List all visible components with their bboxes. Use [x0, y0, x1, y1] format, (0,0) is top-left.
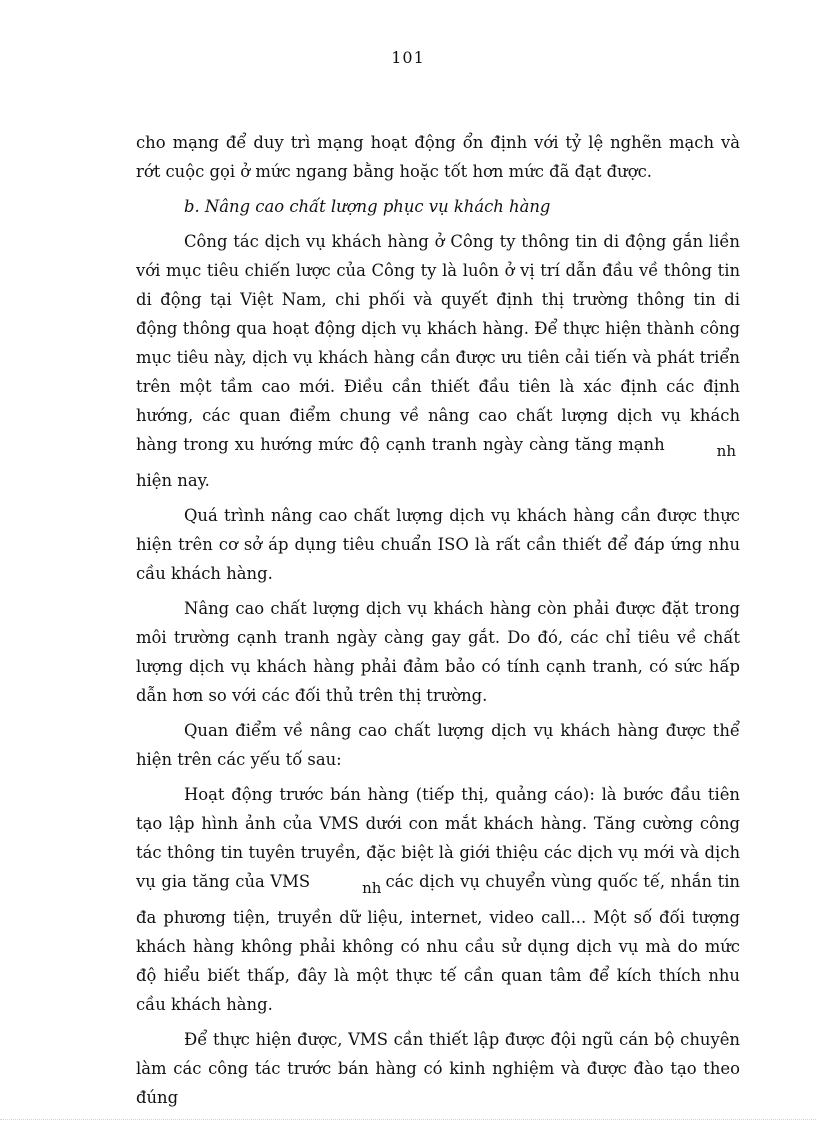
paragraph-text: Công tác dịch vụ khách hàng ở Công ty thông tin di động gắn liền với mục tiêu chiến lược của Công ty là luôn ở vị trí dẫn đầu về thông tin di động tại Việt Nam, chi phối và quyết định thị trường thông tin di động thông qua hoạt động dịch vụ khách hàng. Để thực hiện thành công mục tiêu này, dịch vụ khách hàng cần được ưu tiên cải tiến và phát triển trên một tầm cao mới. Điều cần thiết đầu tiên là xác định các định hướng, các quan điểm chung về nâng cao chất lượng dịch vụ khách hàng trong xu hướng mức độ cạnh tranh ngày càng tăng mạnh: [136, 232, 740, 454]
page-bottom-border: [0, 1119, 816, 1120]
paragraph-text: Hoạt động trước bán hàng (tiếp thị, quảng cáo): là bước đầu tiên tạo lập hình ảnh của VMS dưới con mắt khách hàng. Tăng cường công tác thông tin tuyên truyền, đặc biệt là giới thiệu các dịch vụ mới và dịch vụ gia tăng của VMS: [136, 785, 740, 891]
text-fragment: nh: [362, 879, 382, 897]
paragraph-text: hiện nay.: [136, 471, 210, 490]
page-number: 101: [391, 48, 425, 67]
paragraph-staff: Để thực hiện được, VMS cần thiết lập được đội ngũ cán bộ chuyên làm các công tác trước bán hàng có kinh nghiệm và được đào tạo theo đúng: [136, 1030, 740, 1107]
section-heading: b. Nâng cao chất lượng phục vụ khách hàng: [184, 197, 551, 216]
page-body: [136, 128, 740, 1118]
paragraph-viewpoint-intro: Quan điểm về nâng cao chất lượng dịch vụ khách hàng được thể hiện trên các yếu tố sau:: [136, 721, 740, 769]
text-fragment: nh: [716, 442, 736, 460]
paragraph-pre-sales: [136, 780, 740, 1019]
paragraph-network-maintenance: cho mạng để duy trì mạng hoạt động ổn định với tỷ lệ nghẽn mạch và rớt cuộc gọi ở mức ngang bằng hoặc tốt hơn mức đã đạt được.: [136, 133, 740, 181]
paragraph-competition: Nâng cao chất lượng dịch vụ khách hàng còn phải được đặt trong môi trường cạnh tranh ngày càng gay gắt. Do đó, các chỉ tiêu về chất lượng dịch vụ khách hàng phải đảm bảo có tính cạnh tranh, có sức hấp dẫn hơn so với các đối thủ trên thị trường.: [136, 599, 740, 705]
paragraph-customer-service-strategy: [136, 227, 740, 495]
paragraph-text: các dịch vụ chuyển vùng quốc tế, nhắn tin đa phương tiện, truyền dữ liệu, internet, video call... Một số đối tượng khách hàng không phải không có nhu cầu sử dụng dịch vụ mà do mức độ hiểu biết thấp, đây là một thực tế cần quan tâm để kích thích nhu cầu khách hàng.: [136, 872, 740, 1014]
paragraph-iso-standard: Quá trình nâng cao chất lượng dịch vụ khách hàng cần được thực hiện trên cơ sở áp dụng tiêu chuẩn ISO là rất cần thiết để đáp ứng nhu cầu khách hàng.: [136, 506, 740, 583]
